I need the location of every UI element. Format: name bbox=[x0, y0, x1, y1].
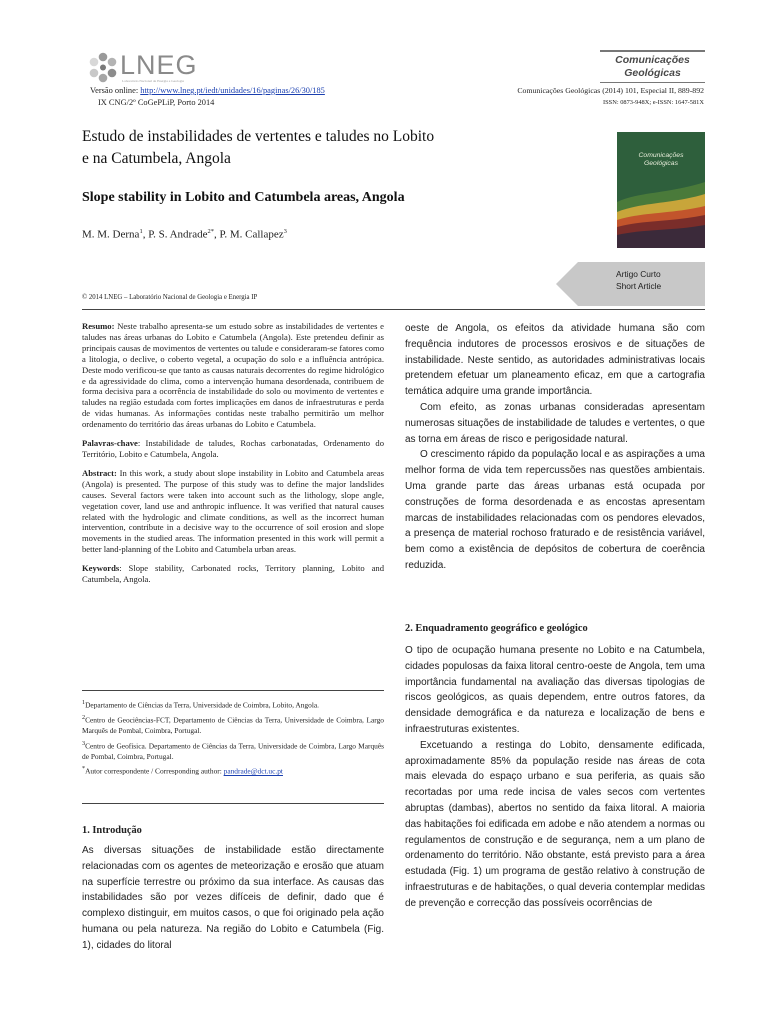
section-2-heading: 2. Enquadramento geográfico e geológico bbox=[405, 623, 588, 634]
affiliation-2: $^2$Centro de Geociências-FCT, Departamento de Ciências da Terra, Universidade de Coimbra, Largo Marquês de Pombal, Coimbra, Portugal. bbox=[82, 715, 384, 736]
palavras-text: : Instabilidade de taludes, Rochas carbonatadas, Ordenamento do Território, Lobito e Catumbela, Angola. bbox=[82, 438, 384, 459]
copyright: © 2014 LNEG – Laboratório Nacional de Geologia e Energia IP bbox=[82, 294, 258, 301]
title-portuguese bbox=[82, 126, 522, 170]
section-1-heading: 1. Introdução bbox=[82, 825, 142, 836]
issn: ISSN: 0873-948X; e-ISSN: 1647-581X bbox=[602, 99, 704, 106]
article-type-tab bbox=[556, 262, 705, 306]
online-line bbox=[90, 85, 325, 97]
keywords-text: : Slope stability, Carbonated rocks, Territory planning, Lobito and Catumbela, Angola. bbox=[82, 563, 384, 585]
authors bbox=[82, 228, 287, 241]
cover-title-line1: Comunicações bbox=[638, 152, 684, 159]
article-type-pt: Artigo Curto bbox=[616, 269, 661, 279]
abstract-paragraph bbox=[82, 468, 384, 555]
intro-paragraph-2: Com efeito, as zonas urbanas consideradas apresentam numerosas situações de instabilidade de taludes e vertentes, o que as torna em áreas de risco e perigosidade natural. bbox=[405, 401, 705, 445]
logo-text: LNEG bbox=[120, 50, 198, 80]
author-3-sup: 3 bbox=[283, 228, 287, 235]
journal-rule bbox=[600, 82, 705, 83]
article-type-en: Short Article bbox=[616, 281, 662, 291]
online-info bbox=[90, 85, 325, 109]
intro-paragraph-cont: oeste de Angola, os efeitos da atividade humana são com frequência indutores de processos erosivos e de situações de instabilidade. Neste sentido, as autoridades administrativas locais pretendem efetuar um planeamento eficaz, em que a cartografia temática adquire uma grande importância. bbox=[405, 323, 705, 398]
keywords-label: Keywords bbox=[82, 563, 120, 574]
intro-paragraph-3: O crescimento rápido da população local e as aspirações a uma melhor forma de vida tem repercussões nas questões ambientais. Uma grande parte das áreas urbanas está ocupada por construções de forma desordenada e as encostas apresentam marcas de instabilidades relacionadas com os pendores elevados, a presença de material rochoso fraturado e de resistência variável, bem como a existência de depósitos de cobertura de coerência reduzida. bbox=[405, 449, 705, 571]
author-2-sup: 2* bbox=[207, 228, 214, 235]
section-divider bbox=[82, 803, 384, 804]
abstract-block bbox=[82, 321, 384, 585]
cover-title-line2: Geológicas bbox=[643, 160, 678, 167]
journal-line2: Geológicas bbox=[624, 67, 681, 79]
citation-block bbox=[517, 85, 704, 109]
lneg-logo bbox=[86, 46, 206, 86]
author-3: , P. M. Callapez bbox=[213, 228, 284, 241]
affiliation-1: $^1$Departamento de Ciências da Terra, Universidade de Coimbra, Lobito, Angola. bbox=[82, 700, 320, 710]
journal-cover-image bbox=[617, 132, 705, 248]
citation: Comunicações Geológicas (2014) 101, Especial II, 889-892 bbox=[517, 86, 704, 95]
section-1-body bbox=[82, 843, 384, 954]
author-1: M. M. Derna bbox=[82, 228, 140, 241]
corresponding-author: *Autor correspondente / Corresponding author: pandrade@dct.uc.pt bbox=[82, 766, 283, 776]
abstract-label: Abstract: bbox=[82, 467, 117, 478]
journal-line1: Comunicações bbox=[615, 54, 690, 66]
author-2: , P. S. Andrade bbox=[142, 228, 208, 241]
author-1-sup: 1 bbox=[139, 228, 143, 235]
resumo-label: Resumo: bbox=[82, 321, 115, 331]
palavras-label: Palavras-chave bbox=[82, 438, 138, 449]
lneg-flower-icon bbox=[86, 50, 120, 86]
abstract-text: In this work, a study about slope instability in Lobito and Catumbela areas (Angola) is presented. The purpose of this study was to define the major landslides causes. Several factors were taken into account such as the lithology, slope angle, vegetation cover, land use and anthropic influence. It was verified that natural causes related with the hydrologic and climate conditions, as well as the incorrect human intervention, contribute in a decisive way to the occurrence of soil erosion and slope movements in the studied areas. The information presented in this work will permit a better land-planning of the Lobito and Catumbela urban areas. bbox=[82, 467, 384, 555]
cover-title bbox=[617, 152, 705, 168]
resumo-text: Neste trabalho apresenta-se um estudo sobre as instabilidades de vertentes e taludes nas áreas urbanas do Lobito e Catumbela (Angola). Este pretendeu definir as principais causas de movimentos de vertentes ou talude e consideraram-se fatores como a litologia, o declive, o coberto vegetal, a ocupação do solo e a influência antrópica. Deste modo verificou-se que tanto as causas naturais decorrentes do regime hidrológico e da agressividade do clima, como a intervenção humana desordenada, contribuem de forma decisiva para a ocorrência de instabilidade do solo ou movimento de vertentes e taludes na região estudada com fortes implicações em danos de infraestruturas e perda de vidas humanas. As informações contidas neste trabalho permitirão um melhor ordenamento do território das áreas urbanas do Lobito e Catumbela. bbox=[82, 321, 384, 430]
header-divider bbox=[82, 309, 705, 310]
section-2-body bbox=[405, 643, 705, 912]
section-2-paragraph-1: O tipo de ocupação humana presente no Lobito e na Catumbela, cidades populosas da faixa litoral centro-oeste de Angola, tem uma importância fundamental na avaliação das diversas tipologias de riscos geológicos, as quais dependem, entre outros fatores, da densidade demográfica e da natureza e localização de bens e infraestruturas existentes. bbox=[405, 645, 705, 735]
logo-subtext: Laboratório Nacional de Energia e Geologia bbox=[122, 79, 185, 83]
section-2-paragraph-2: Excetuando a restinga do Lobito, densamente edificada, aproximadamente 85% da população reside nas áreas de cota mais elevada do espaço urbano e sua periferia, as quais são recortadas por uma rede incisa de vales secos com vertentes abruptas (dambas), abertos no sentido da faixa litoral. A maioria das habitações foi edificada em adobe e não atendem a normas ou regulamentos de construção e de segurança, nem a um plano de ordenamento do território. Não obstante, está previsto para a área estudada (Fig. 1) um programa de gestão relativo à construção de infraestruturas e de habitações, o qual deveria contemplar medidas de prevenção e correcção das possíveis ocorrências de bbox=[405, 739, 705, 909]
title-pt-line2: e na Catumbela, Angola bbox=[82, 150, 231, 167]
section-1-paragraph-1: As diversas situações de instabilidade estão directamente relacionadas com os agentes de meteorização e erosão que atuam na superfície terrestre ou próximo da sua interface. As causas das instabilidades são por vezes difíceis de definir, dado que é complexo distinguir, em muitos casos, o que foi originado pela ação humana ou pela natureza. Na região do Lobito e Catumbela (Fig. 1), cidades do litoral bbox=[82, 845, 384, 951]
title-pt-line1: Estudo de instabilidades de vertentes e taludes no Lobito bbox=[82, 128, 435, 145]
conference-line: IX CNG/2º CoGePLiP, Porto 2014 bbox=[98, 98, 215, 107]
journal-name bbox=[600, 50, 705, 86]
resumo-paragraph bbox=[82, 321, 384, 430]
online-label: Versão online: bbox=[90, 86, 139, 95]
keywords-paragraph bbox=[82, 563, 384, 585]
palavras-paragraph bbox=[82, 438, 384, 460]
affiliations bbox=[82, 698, 384, 779]
article-type-label bbox=[616, 268, 661, 292]
cover-art bbox=[617, 132, 705, 248]
title-english: Slope stability in Lobito and Catumbela areas, Angola bbox=[82, 190, 405, 205]
affiliation-divider bbox=[82, 690, 384, 691]
corresponding-email-link[interactable]: pandrade@dct.uc.pt bbox=[223, 766, 283, 776]
right-column-intro bbox=[405, 321, 705, 574]
online-url-link[interactable]: http://www.lneg.pt/iedt/unidades/16/paginas/26/30/185 bbox=[140, 86, 325, 95]
affiliation-3: $^3$Centro de Geofísica. Departamento de Ciências da Terra, Universidade de Coimbra, Largo Marquês de Pombal, Coimbra, Portugal. bbox=[82, 740, 384, 761]
